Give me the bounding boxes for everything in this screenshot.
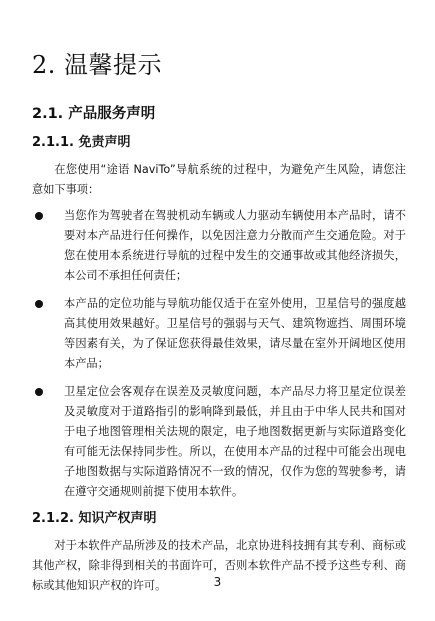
section-heading-product-service: 2.1. 产品服务声明: [32, 106, 156, 122]
chapter-heading: 2. 温馨提示: [32, 51, 163, 79]
disclaimer-bullet-item: [32, 294, 406, 374]
ip-paragraph: 对于本软件产品所涉及的技术产品，北京协进科技拥有其专利、商标或其他产权，除非得到相关的书面许可，否则本软件产品不授予这些专利、商标或其他知识产权的许可。: [32, 539, 406, 592]
page-number: 3: [213, 575, 222, 589]
subsection-heading-disclaimer: 2.1.1. 免责声明: [32, 135, 131, 150]
bullet-dot-icon: [35, 300, 43, 308]
disclaimer-intro-paragraph: 在您使用“途语 NaviTo”导航系统的过程中，为避免产生风险，请您注意如下事项：: [32, 163, 406, 196]
bullet-dot-icon: [35, 388, 43, 396]
disclaimer-bullet-item: [32, 382, 406, 502]
disclaimer-bullet-text: 当您作为驾驶者在驾驶机动车辆或人力驱动车辆使用本产品时，请不要对本产品进行任何操作，以免因注意力分散而产生交通危险。对于您在使用本系统进行导航的过程中发生的交通事故或其他经济损失，本公司不承担任何责任；: [64, 209, 406, 282]
subsection-heading-ip: 2.1.2. 知识产权声明: [32, 511, 157, 526]
disclaimer-bullet-text: 卫星定位会客观存在误差及灵敏度问题，本产品尽力将卫星定位误差及灵敏度对于道路指引的影响降到最低，并且由于中华人民共和国对于电子地图管理相关法规的限定，电子地图数据更新与实际道路变化有可能无法保持同步性。所以，在使用本产品的过程中可能会出现电子地图数据与实际道路情况不一致的情况，仅作为您的驾驶参考，请在遵守交通规则前提下使用本软件。: [64, 385, 406, 498]
bullet-dot-icon: [35, 212, 43, 220]
disclaimer-bullet-list: [32, 206, 406, 502]
disclaimer-bullet-text: 本产品的定位功能与导航功能仅适于在室外使用，卫星信号的强度越高其使用效果越好。卫星信号的强弱与天气、建筑物遮挡、周围环境等因素有关，为了保证您获得最佳效果，请尽量在室外开阔地区使用本产品；: [64, 297, 406, 370]
disclaimer-bullet-item: [32, 206, 406, 286]
